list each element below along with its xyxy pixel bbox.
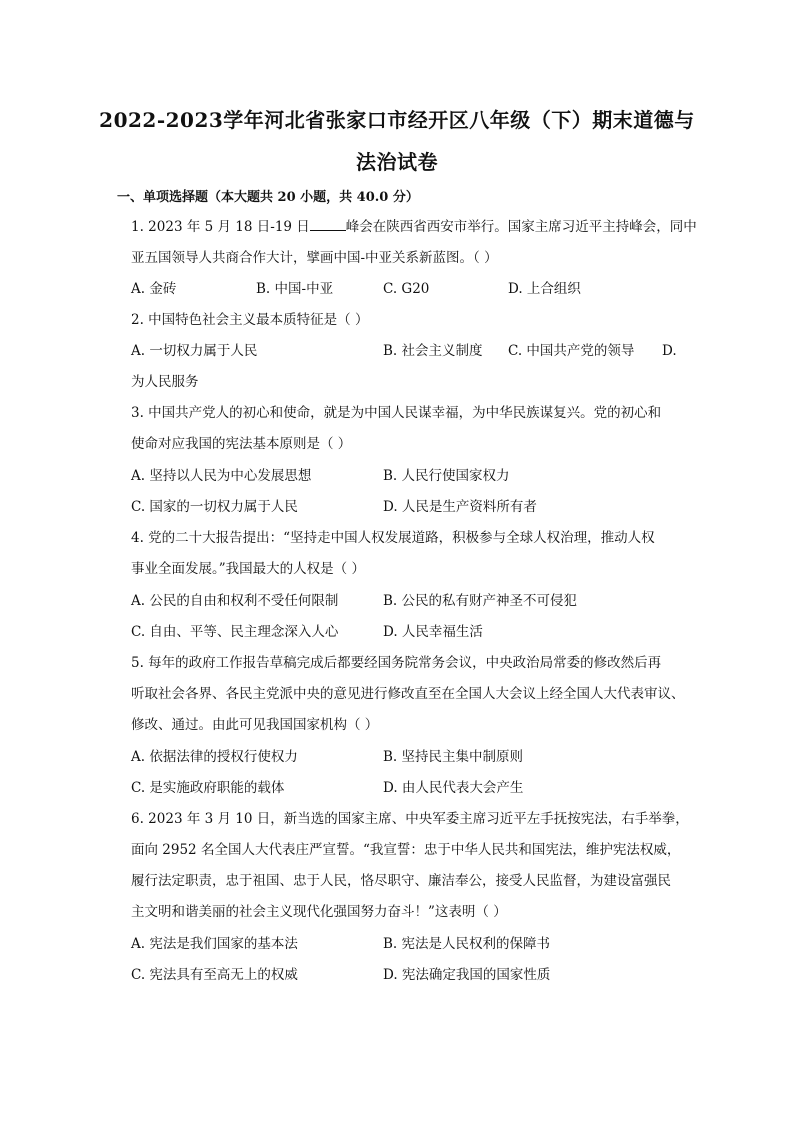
- q4-stem-line: 事业全面发展。”我国最大的人权是（ ）: [131, 561, 365, 577]
- q6-stem-line: 履行法定职责，忠于祖国、忠于人民，恪尽职守、廉洁奉公，接受人民监督，为建设富强民: [131, 873, 671, 889]
- q3-option-c: C. 国家的一切权力属于人民: [131, 499, 298, 515]
- q2-option-c: C. 中国共产党的领导: [508, 343, 635, 359]
- q6-option-b: B. 宪法是人民权利的保障书: [383, 936, 551, 952]
- q3-option-b: B. 人民行使国家权力: [383, 468, 510, 484]
- q5-stem-line: 听取社会各界、各民主党派中央的意见进行修改直至在全国人大会议上经全国人大代表审议、: [131, 686, 685, 702]
- q3-option-d: D. 人民是生产资料所有者: [383, 499, 537, 515]
- section-heading: 一、单项选择题（本大题共 20 小题，共 40.0 分）: [117, 190, 419, 205]
- q6-stem-line: 主文明和谐美丽的社会主义现代化强国努力奋斗！”这表明（ ）: [131, 904, 507, 920]
- q3-stem-line: 使命对应我国的宪法基本原则是（ ）: [131, 436, 352, 452]
- q2-stem: 2. 中国特色社会主义最本质特征是（ ）: [131, 312, 369, 328]
- q2-option-a: A. 一切权力属于人民: [131, 343, 258, 359]
- q4-option-c: C. 自由、平等、民主理念深入人心: [131, 624, 339, 640]
- q1-option-b: B. 中国-中亚: [256, 281, 334, 297]
- q4-option-b: B. 公民的私有财产神圣不可侵犯: [383, 593, 578, 609]
- q1-option-a: A. 金砖: [131, 281, 177, 297]
- q3-option-a: A. 坚持以人民为中心发展思想: [131, 468, 312, 484]
- q1-stem: [131, 218, 697, 236]
- q1-stem-part: 1. 2023 年 5 月 18 日-19 日: [131, 219, 310, 235]
- q5-option-a: A. 依据法律的授权行使权力: [131, 749, 298, 765]
- q5-stem-line: 修改、通过。由此可见我国国家机构（ ）: [131, 717, 379, 733]
- q1-stem-line: 亚五国领导人共商合作大计，擘画中国-中亚关系新蓝图。（ ）: [131, 250, 498, 266]
- q3-stem-line: 3. 中国共产党人的初心和使命，就是为中国人民谋幸福，为中华民族谋复兴。党的初心和: [131, 405, 662, 421]
- exam-title-line-1: 2022-2023学年河北省张家口市经开区八年级（下）期末道德与: [99, 108, 695, 132]
- q4-option-a: A. 公民的自由和权利不受任何限制: [131, 593, 339, 609]
- q4-option-d: D. 人民幸福生活: [383, 624, 483, 640]
- q6-option-a: A. 宪法是我们国家的基本法: [131, 936, 298, 952]
- q6-option-d: D. 宪法确定我国的国家性质: [383, 967, 551, 983]
- q1-blank: [310, 218, 346, 231]
- exam-title-line-2: 法治试卷: [356, 150, 438, 174]
- q6-stem-line: 6. 2023 年 3 月 10 日，新当选的国家主席、中央军委主席习近平左手抚按宪法，右手举拳，: [131, 811, 689, 827]
- q1-option-d: D. 上合组织: [508, 281, 581, 297]
- q2-option-d-text: 为人民服务: [131, 374, 199, 390]
- q2-option-b: B. 社会主义制度: [383, 343, 483, 359]
- q5-option-d: D. 由人民代表大会产生: [383, 780, 524, 796]
- q5-option-c: C. 是实施政府职能的载体: [131, 780, 285, 796]
- q5-stem-line: 5. 每年的政府工作报告草稿完成后都要经国务院常务会议，中央政治局常委的修改然后再: [131, 655, 662, 671]
- q1-stem-part: 峰会在陕西省西安市举行。国家主席习近平主持峰会，同中: [345, 219, 697, 235]
- q2-option-d: D.: [662, 343, 677, 359]
- q5-option-b: B. 坚持民主集中制原则: [383, 749, 524, 765]
- q6-option-c: C. 宪法具有至高无上的权威: [131, 967, 298, 983]
- q6-stem-line: 面向 2952 名全国人大代表庄严宣誓。“我宣誓：忠于中华人民共和国宪法，维护宪法权威，: [131, 842, 681, 858]
- q1-option-c: C. G20: [383, 281, 430, 297]
- q4-stem-line: 4. 党的二十大报告提出：“坚持走中国人权发展道路，积极参与全球人权治理，推动人权: [131, 530, 655, 546]
